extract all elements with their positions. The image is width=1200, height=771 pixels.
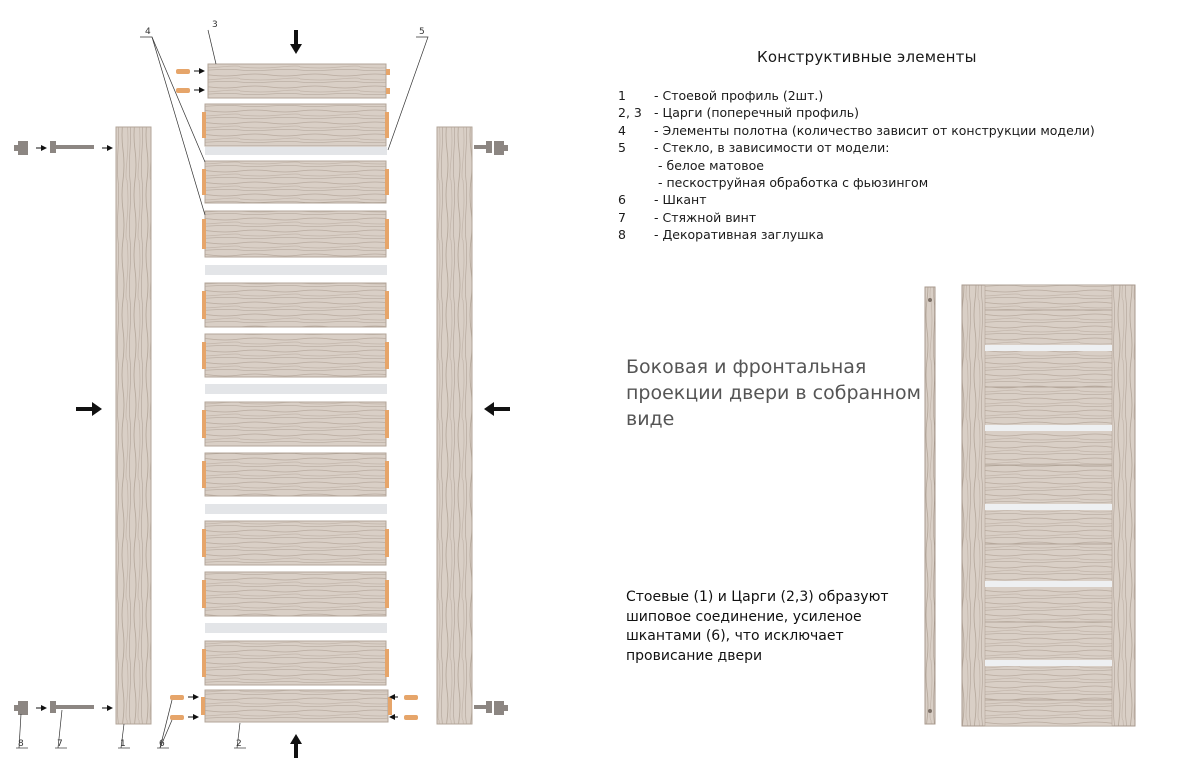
assembled-front-projection <box>962 285 1135 726</box>
decorative-cap-bottom-right <box>494 701 508 715</box>
screw-top-right <box>474 141 492 153</box>
right-stile-profile <box>437 127 472 724</box>
panel-element <box>202 283 389 327</box>
panel-element <box>202 453 389 496</box>
panel-element <box>202 641 389 685</box>
legend-item-number: 7 <box>618 209 626 225</box>
legend-item-text: - Царги (поперечный профиль) <box>654 105 859 121</box>
panel-element <box>202 521 389 565</box>
glass-strip <box>205 504 387 514</box>
decorative-cap-top-left <box>14 141 28 155</box>
legend-item <box>618 209 1095 226</box>
panel-element <box>202 402 389 446</box>
panel-element <box>202 104 389 146</box>
legend-item-number: 1 <box>618 88 626 103</box>
glass-strip <box>205 623 387 633</box>
legend-list <box>618 87 1095 244</box>
panel-element <box>202 334 389 377</box>
joint-note: Стоевые (1) и Царги (2,3) образуют шиповое соединение, усиленое шкантами (6), что исключает провисание двери <box>626 589 889 664</box>
legend-item-text: - Шкант <box>654 192 707 208</box>
legend-item <box>618 157 1095 174</box>
legend-item-text: - Стяжной винт <box>654 209 757 225</box>
legend-item-text: - пескоструйная обработка с фьюзингом <box>658 175 929 191</box>
legend-item-text: - Стоевой профиль (2шт.) <box>654 88 824 103</box>
callout-8: 8 <box>18 739 24 749</box>
legend-item-text: - Декоративная заглушка <box>654 227 824 243</box>
callout-1: 1 <box>120 739 126 749</box>
glass-strip <box>205 147 387 155</box>
legend-item <box>618 226 1095 243</box>
legend-item-number: 2, 3 <box>618 105 642 121</box>
legend-item-number: 6 <box>618 192 626 208</box>
legend-item-text: - белое матовое <box>658 157 764 173</box>
legend-title: Конструктивные элементы <box>757 48 977 66</box>
panel-element <box>202 572 389 616</box>
callout-4: 4 <box>145 27 151 37</box>
legend-item <box>618 104 1095 121</box>
legend-item-number: 8 <box>618 227 626 243</box>
legend-item <box>618 87 1095 104</box>
legend-item <box>618 174 1095 191</box>
projection-heading: Боковая и фронтальная проекции двери в собранном виде <box>626 356 921 430</box>
glass-strip <box>205 384 387 394</box>
front-glass <box>985 581 1112 587</box>
bottom-rail <box>201 690 392 722</box>
panel-element <box>202 211 389 257</box>
left-stile-profile <box>116 127 151 724</box>
assembled-side-projection <box>925 287 935 724</box>
front-glass <box>985 345 1112 351</box>
legend-item-number: 4 <box>618 122 626 138</box>
glass-strip <box>205 265 387 275</box>
callout-2: 2 <box>236 739 242 749</box>
legend-item-text: - Элементы полотна (количество зависит от конструкции модели) <box>654 122 1095 138</box>
legend-item-text: - Стекло, в зависимости от модели: <box>654 140 890 156</box>
panel-stack <box>202 104 389 685</box>
front-glass <box>985 660 1112 666</box>
legend-item <box>618 191 1095 208</box>
screw-bottom-left <box>50 701 94 713</box>
callout-7: 7 <box>57 739 63 749</box>
front-glass <box>985 425 1112 431</box>
callout-5: 5 <box>419 27 425 37</box>
decorative-cap-top-right <box>494 141 508 155</box>
top-rail <box>208 64 390 98</box>
screw-top-left <box>50 141 94 153</box>
front-glass <box>985 504 1112 510</box>
screw-bottom-right <box>474 701 492 713</box>
decorative-cap-bottom-left <box>14 701 28 715</box>
legend-item <box>618 139 1095 156</box>
legend-item <box>618 122 1095 139</box>
callout-3: 3 <box>212 20 218 30</box>
legend-item-number: 5 <box>618 140 626 156</box>
callout-6: 6 <box>159 739 165 749</box>
panel-element <box>202 161 389 203</box>
